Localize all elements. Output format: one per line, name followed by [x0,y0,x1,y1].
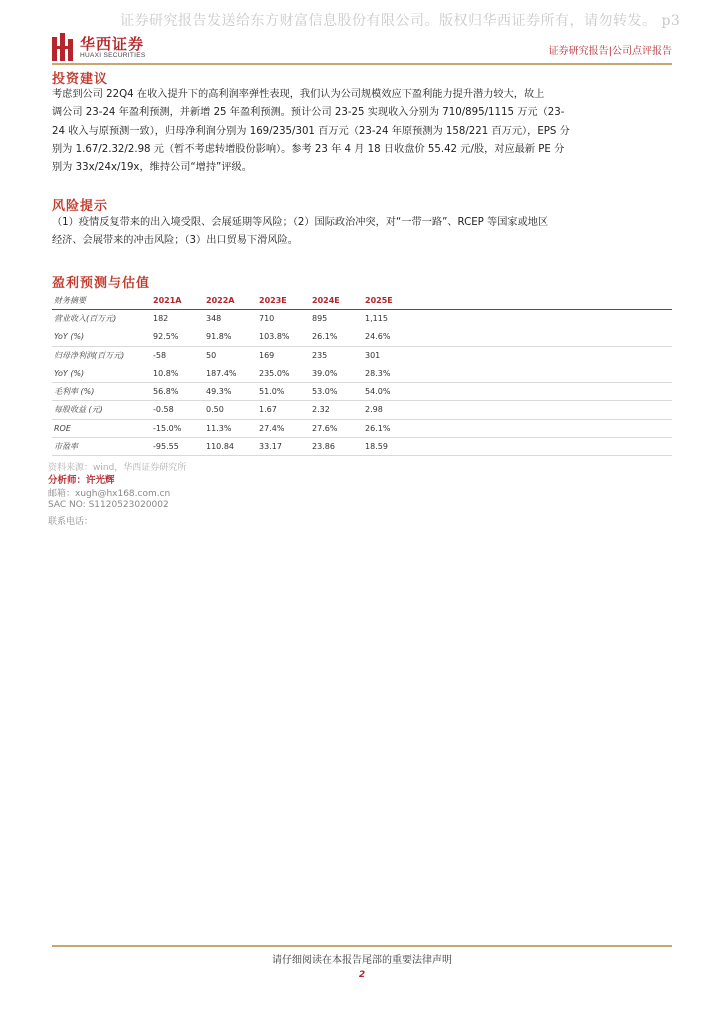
column-header: 2021A [153,296,182,305]
column-header: 2024E [312,296,340,305]
investment-paragraph [52,86,672,177]
investment-title: 投资建议 [52,72,109,87]
forecast-table [52,292,672,456]
investment-line: 考虑到公司 22Q4 在收入提升下的高利润率弹性表现，我们认为公司规模效应下盈利能力提升潜力较大，故上 [52,89,545,100]
table-cell: -0.58 [153,405,174,415]
column-header: 2023E [259,296,287,305]
table-cell: 53.0% [312,387,338,397]
table-cell: 56.8% [153,387,179,397]
table-cell: 26.1% [365,423,391,433]
table-cell: 235 [312,350,328,360]
table-cell: 54.0% [365,387,391,397]
risk-paragraph [52,214,672,251]
legal-notice: 请仔细阅读在本报告尾部的重要法律声明 [272,955,452,966]
table-row [52,365,672,383]
table-row [52,438,672,456]
table-cell: 348 [206,314,222,323]
row-label: ROE [54,423,71,433]
row-label: YoY (%) [54,332,85,342]
investment-line: 调公司 23-24 年盈利预测，并新增 25 年盈利预测。预计公司 23-25 实现收入分别为 710/895/1115 万元（23- [52,107,565,119]
table-cell: 710 [259,314,275,323]
table-cell: 10.8% [153,368,179,378]
table-cell: 1.67 [259,405,277,415]
page-number: 2 [358,970,366,980]
table-cell: 24.6% [365,332,391,342]
column-header: 2022A [206,296,235,305]
watermark-text: 证券研究报告发送给东方财富信息股份有限公司。版权归华西证券所有，请勿转发。 p3 [120,13,681,29]
table-cell: 50 [206,350,217,360]
table-row [52,401,672,419]
analyst-phone: 联系电话： [48,517,94,527]
table-header-label: 财务摘要 [54,296,86,305]
table-cell: 27.4% [259,423,285,433]
table-row [52,347,672,365]
table-cell: 1,115 [365,314,388,323]
footer-divider [52,945,672,947]
analyst-name: 分析师：许光辉 [48,475,115,486]
table-cell: 27.6% [312,423,338,433]
huaxi-logo [52,33,172,61]
table-cell: 92.5% [153,332,179,342]
table-cell: 39.0% [312,368,338,378]
table-cell: 182 [153,314,169,323]
report-type: 证券研究报告|公司点评报告 [548,46,672,57]
row-label: 每股收益 (元) [54,405,103,415]
investment-line: 别为 1.67/2.32/2.98 元（暂不考虑转增股份影响）。参考 23 年 4 月 18 日收盘价 55.42 元/股，对应最新 PE 分 [52,143,565,155]
table-cell: 23.86 [312,442,335,452]
table-cell: 2.32 [312,405,330,415]
table-cell: 235.0% [259,368,290,378]
table-cell: 110.84 [206,442,234,452]
logo-chinese-name: 华西证券 [80,35,145,53]
table-cell: 301 [365,350,381,360]
table-cell: 51.0% [259,387,285,397]
table-row [52,310,672,328]
table-row [52,420,672,438]
investment-line: 24 收入与原预测一致），归母净利润分别为 169/235/301 百万元（23-24 年原预测为 158/221 百万元），EPS 分 [52,125,570,137]
logo-english-name: HUAXI SECURITIES [80,52,146,59]
table-row [52,328,672,346]
analyst-sac-number: SAC NO: S1120523020002 [48,500,169,510]
table-cell: 26.1% [312,332,338,342]
table-cell: 895 [312,314,328,323]
risk-title: 风险提示 [52,199,109,214]
table-cell: 187.4% [206,368,237,378]
table-cell: 91.8% [206,332,232,342]
data-source: 资料来源：wind，华西证券研究所 [48,463,187,473]
table-cell: 33.17 [259,442,282,452]
analyst-email: 邮箱：xugh@hx168.com.cn [48,489,171,499]
huaxi-logo-icon [52,33,74,61]
row-label: YoY (%) [54,368,85,378]
table-cell: 28.3% [365,368,391,378]
table-header-row [52,292,672,310]
table-cell: 18.59 [365,442,388,452]
table-cell: 11.3% [206,423,232,433]
table-cell: -15.0% [153,423,182,433]
investment-line: 别为 33x/24x/19x，维持公司“增持”评级。 [52,162,252,174]
table-cell: 49.3% [206,387,232,397]
row-label: 毛利率 (%) [54,387,95,397]
row-label: 市盈率 [54,442,78,452]
table-row [52,383,672,401]
table-cell: -95.55 [153,442,179,452]
table-cell: -58 [153,350,167,360]
row-label: 营业收入(百万元) [54,314,117,323]
table-cell: 2.98 [365,405,383,415]
risk-line: （1）疫情反复带来的出入境受限、会展延期等风险；（2）国际政治冲突，对“一带一路”、RCEP 等国家或地区 [52,217,549,228]
table-cell: 103.8% [259,332,290,342]
row-label: 归母净利润(百万元) [54,350,125,360]
header-divider [52,63,672,65]
column-header: 2025E [365,296,393,305]
risk-line: 经济、会展带来的冲击风险；（3）出口贸易下滑风险。 [52,235,298,247]
table-cell: 0.50 [206,405,224,415]
forecast-title: 盈利预测与估值 [52,276,151,291]
table-cell: 169 [259,350,275,360]
